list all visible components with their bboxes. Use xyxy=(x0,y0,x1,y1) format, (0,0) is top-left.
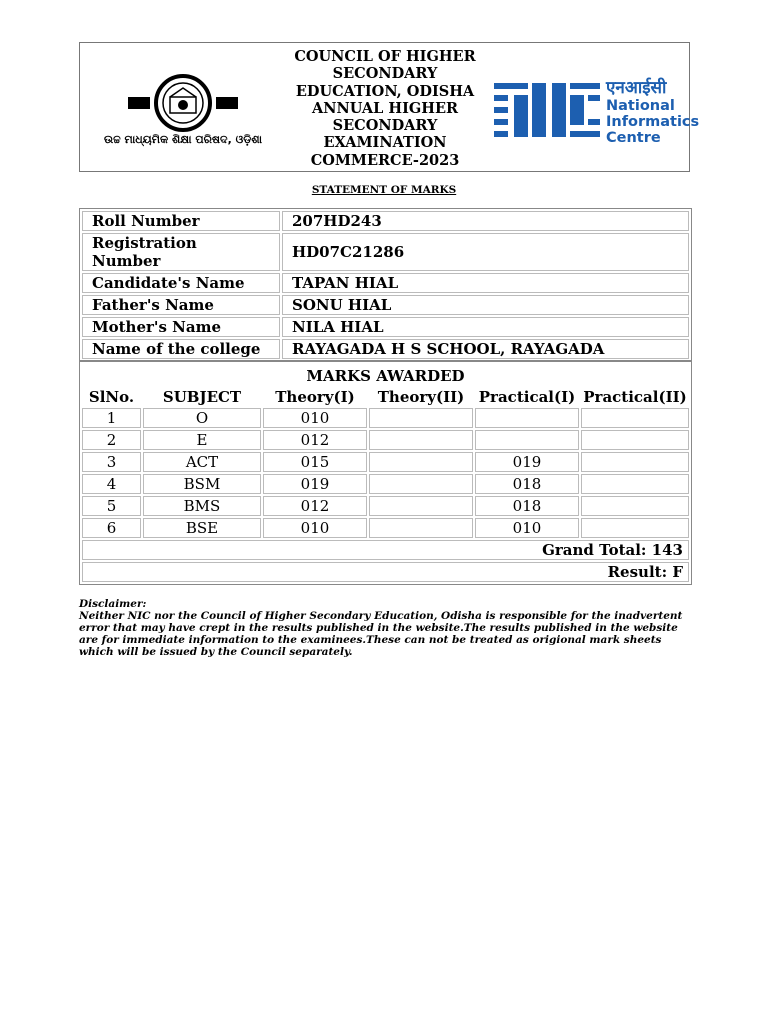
title-line: SECONDARY xyxy=(332,117,438,135)
table-cell xyxy=(369,496,473,516)
nic-logo xyxy=(494,77,700,149)
info-value: TAPAN HIAL xyxy=(282,273,689,293)
info-value: HD07C21286 xyxy=(282,233,689,271)
table-cell: E xyxy=(143,430,261,450)
disclaimer-text: Neither NIC nor the Council of Higher Secondary Education, Odisha is responsible for the inadvertent error that may have crept in the results published in the website.The results published in the website are for immediate information to the examinees.These can not be treated as origional mark sheets which will be issued by the Council separately. xyxy=(79,610,683,658)
info-value: NILA HIAL xyxy=(282,317,689,337)
table-row xyxy=(82,430,689,450)
table-cell: 010 xyxy=(263,408,367,428)
table-cell: 012 xyxy=(263,430,367,450)
candidate-info-table xyxy=(79,208,692,362)
info-label: Candidate's Name xyxy=(82,273,280,293)
column-header: Theory(I) xyxy=(275,388,355,406)
marks-table xyxy=(79,360,692,585)
column-header: Practical(II) xyxy=(583,388,687,406)
table-cell: 018 xyxy=(475,496,579,516)
header-box xyxy=(79,42,700,172)
info-row xyxy=(82,295,689,315)
table-cell: O xyxy=(143,408,261,428)
table-cell xyxy=(581,408,689,428)
column-header: Theory(II) xyxy=(377,388,465,406)
disclaimer xyxy=(79,598,693,658)
table-cell xyxy=(475,430,579,450)
column-header: Practical(I) xyxy=(478,388,576,406)
table-row xyxy=(82,452,689,472)
title-line: EXAMINATION xyxy=(323,134,447,152)
table-cell xyxy=(369,452,473,472)
table-row xyxy=(82,496,689,516)
table-row xyxy=(82,518,689,538)
nic-name-line: National xyxy=(606,98,675,114)
info-value: RAYAGADA H S SCHOOL, RAYAGADA xyxy=(282,339,689,359)
nic-name-line: Centre xyxy=(606,130,661,146)
table-cell: 1 xyxy=(82,408,141,428)
table-cell xyxy=(581,430,689,450)
info-row xyxy=(82,339,689,359)
chse-emblem-logo xyxy=(88,73,278,148)
table-cell: 012 xyxy=(263,496,367,516)
nic-hindi-text: एनआईसी xyxy=(606,78,667,98)
title-line: ANNUAL HIGHER xyxy=(311,99,459,117)
grand-total: Grand Total: 143 xyxy=(82,540,689,560)
table-cell: 018 xyxy=(475,474,579,494)
info-row xyxy=(82,233,689,271)
table-cell: BSM xyxy=(143,474,261,494)
table-cell: 019 xyxy=(475,452,579,472)
marks-header-row xyxy=(82,388,689,406)
table-cell: 3 xyxy=(82,452,141,472)
table-cell xyxy=(369,474,473,494)
marks-caption: MARKS AWARDED xyxy=(306,367,465,385)
info-label: Mother's Name xyxy=(82,317,280,337)
table-cell: 6 xyxy=(82,518,141,538)
marks-caption-row xyxy=(82,363,689,386)
chse-logo-caption: ଉଚ୍ଚ ମାଧ୍ୟମିକ ଶିକ୍ଷା ପରିଷଦ, ଓଡ଼ିଶା xyxy=(103,133,263,146)
title-line: COMMERCE-2023 xyxy=(310,151,460,169)
info-label: Roll Number xyxy=(82,211,280,231)
table-cell xyxy=(581,474,689,494)
title-line: EDUCATION, ODISHA xyxy=(295,82,475,100)
info-value: 207HD243 xyxy=(282,211,689,231)
table-cell: ACT xyxy=(143,452,261,472)
title-line: COUNCIL OF HIGHER xyxy=(294,48,476,65)
title-line: SECONDARY xyxy=(332,65,438,83)
table-cell: 015 xyxy=(263,452,367,472)
result-row xyxy=(82,562,689,582)
info-label: Father's Name xyxy=(82,295,280,315)
table-row xyxy=(82,408,689,428)
column-header: SUBJECT xyxy=(162,388,242,406)
table-cell: BMS xyxy=(143,496,261,516)
table-cell xyxy=(475,408,579,428)
table-cell xyxy=(369,408,473,428)
table-cell: BSE xyxy=(143,518,261,538)
table-cell xyxy=(581,452,689,472)
statement-title: STATEMENT OF MARKS xyxy=(311,184,457,196)
table-cell: 010 xyxy=(263,518,367,538)
info-label: Name of the college xyxy=(82,339,280,359)
nic-name-line: Informatics xyxy=(606,114,700,130)
info-label: Registration Number xyxy=(82,233,280,271)
result: Result: F xyxy=(82,562,689,582)
table-cell: 4 xyxy=(82,474,141,494)
grand-total-row xyxy=(82,540,689,560)
table-cell: 5 xyxy=(82,496,141,516)
table-row xyxy=(82,474,689,494)
table-cell xyxy=(369,518,473,538)
info-row xyxy=(82,273,689,293)
info-value: SONU HIAL xyxy=(282,295,689,315)
info-row xyxy=(82,211,689,231)
column-header: SlNo. xyxy=(88,388,135,406)
disclaimer-heading: Disclaimer: xyxy=(79,598,147,610)
table-cell xyxy=(581,518,689,538)
info-row xyxy=(82,317,689,337)
exam-title xyxy=(290,48,480,169)
table-cell: 010 xyxy=(475,518,579,538)
table-cell xyxy=(581,496,689,516)
table-cell: 019 xyxy=(263,474,367,494)
table-cell: 2 xyxy=(82,430,141,450)
table-cell xyxy=(369,430,473,450)
